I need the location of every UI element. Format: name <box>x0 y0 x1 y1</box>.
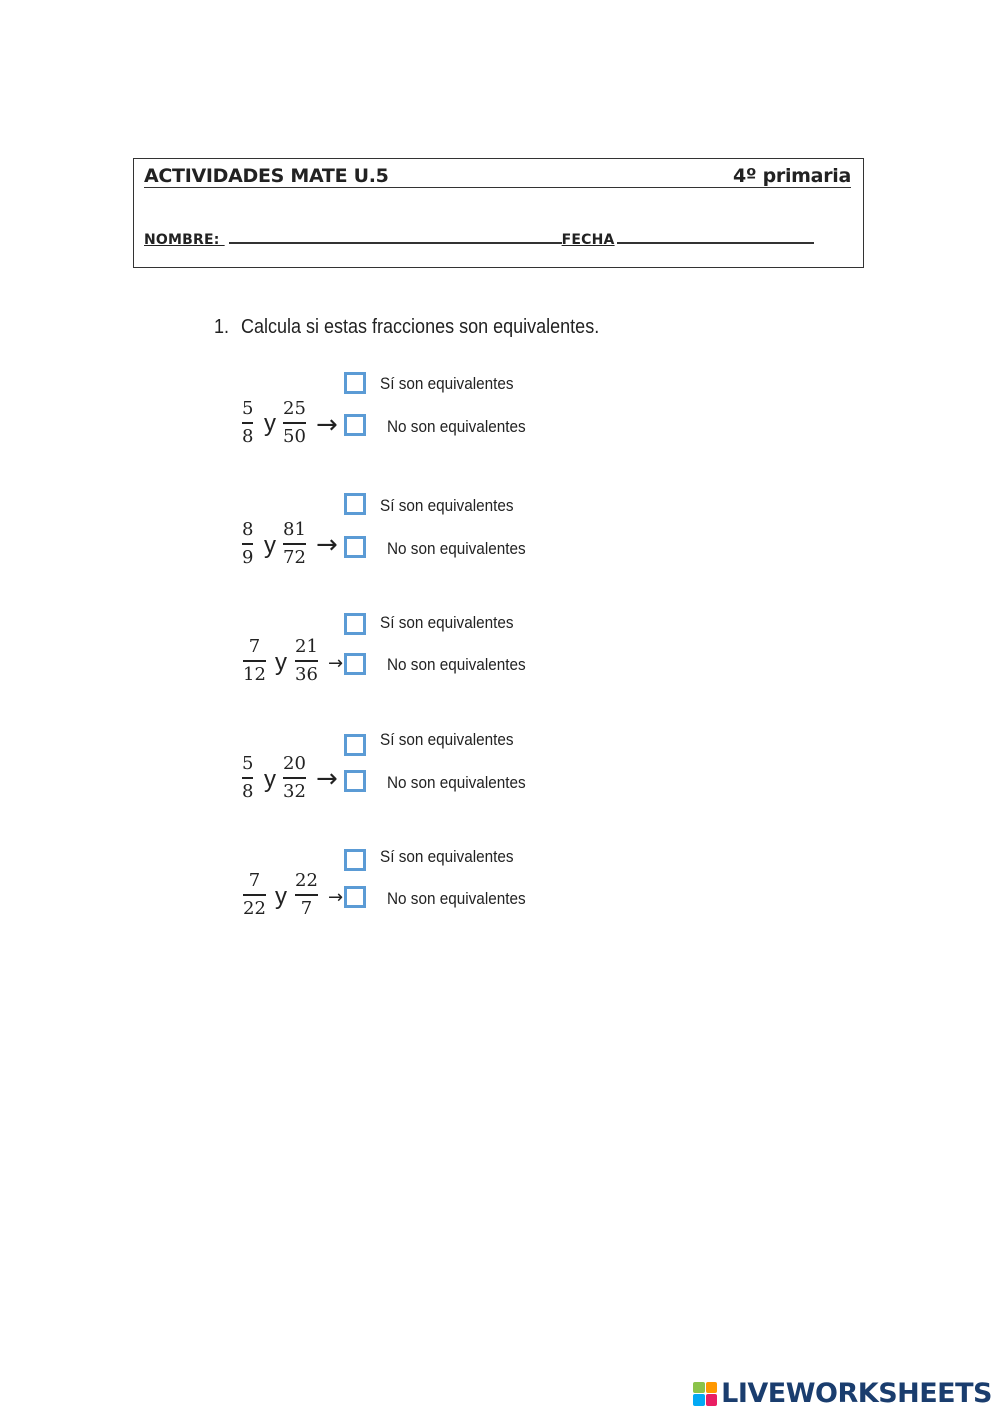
fraction-item-1 <box>240 368 640 458</box>
liveworksheets-logo-icon <box>693 1382 717 1406</box>
numerator: 22 <box>295 870 318 891</box>
brand-name: LIVEWORKSHEETS <box>721 1378 992 1409</box>
arrow-icon: → <box>316 530 338 560</box>
fraction-a <box>243 870 266 920</box>
denominator: 9 <box>242 547 254 568</box>
no-checkbox[interactable] <box>344 414 366 436</box>
denominator: 8 <box>242 781 254 802</box>
yes-checkbox[interactable] <box>344 372 366 394</box>
fraction-b <box>283 753 306 803</box>
numerator: 81 <box>283 519 306 540</box>
fraction-b <box>283 519 306 569</box>
yes-option-label: Sí son equivalentes <box>380 730 514 749</box>
denominator: 50 <box>283 426 306 447</box>
numerator: 7 <box>248 636 261 657</box>
denominator: 7 <box>300 898 313 919</box>
denominator: 72 <box>283 547 306 568</box>
question-text: Calcula si estas fracciones son equivalentes. <box>241 316 600 338</box>
question-number: 1. <box>214 316 230 338</box>
fraction-a <box>243 636 266 686</box>
logo-tile <box>706 1382 718 1394</box>
yes-checkbox[interactable] <box>344 493 366 515</box>
fraction-b <box>283 398 306 448</box>
fraction-bar <box>242 543 253 545</box>
fraction-a <box>242 519 253 569</box>
yes-checkbox[interactable] <box>344 734 366 756</box>
date-label: FECHA <box>561 232 615 248</box>
yes-option-label: Sí son equivalentes <box>380 613 514 632</box>
numerator: 5 <box>242 398 254 419</box>
fraction-item-5 <box>240 841 640 931</box>
no-option-label: No son equivalentes <box>387 889 526 908</box>
no-option-label: No son equivalentes <box>387 655 526 674</box>
numerator: 8 <box>242 519 254 540</box>
worksheet-header <box>133 158 864 268</box>
conjunction: y <box>264 410 276 437</box>
fraction-bar <box>242 422 253 424</box>
conjunction: y <box>264 766 276 793</box>
conjunction: y <box>275 883 287 910</box>
question-1 <box>214 316 599 339</box>
fraction-bar <box>283 777 306 779</box>
numerator: 21 <box>295 636 318 657</box>
arrow-icon: → <box>328 887 344 908</box>
numerator: 25 <box>283 398 306 419</box>
arrow-icon: → <box>316 410 338 440</box>
fraction-a <box>242 753 253 803</box>
yes-option-label: Sí son equivalentes <box>380 496 514 515</box>
fraction-b <box>295 636 318 686</box>
no-option-label: No son equivalentes <box>387 773 526 792</box>
yes-option-label: Sí son equivalentes <box>380 374 514 393</box>
denominator: 32 <box>283 781 306 802</box>
logo-tile <box>693 1394 705 1406</box>
date-field[interactable] <box>617 241 814 244</box>
fraction-bar <box>242 777 253 779</box>
worksheet-title: ACTIVIDADES MATE U.5 <box>144 165 389 187</box>
header-divider <box>144 187 851 188</box>
fraction-item-2 <box>240 490 640 580</box>
no-option-label: No son equivalentes <box>387 539 526 558</box>
yes-checkbox[interactable] <box>344 613 366 635</box>
yes-checkbox[interactable] <box>344 849 366 871</box>
liveworksheets-brand[interactable] <box>693 1378 992 1409</box>
grade-label: 4º primaria <box>732 165 851 187</box>
fraction-bar <box>243 894 266 896</box>
fraction-bar <box>283 543 306 545</box>
logo-tile <box>706 1394 718 1406</box>
denominator: 22 <box>243 898 266 919</box>
fraction-bar <box>295 894 318 896</box>
conjunction: y <box>264 532 276 559</box>
denominator: 8 <box>242 426 254 447</box>
denominator: 12 <box>243 664 266 685</box>
fraction-bar <box>283 422 306 424</box>
logo-tile <box>693 1382 705 1394</box>
arrow-icon: → <box>328 653 344 674</box>
fraction-item-3 <box>240 607 640 697</box>
fraction-bar <box>295 660 318 662</box>
no-option-label: No son equivalentes <box>387 417 526 436</box>
no-checkbox[interactable] <box>344 536 366 558</box>
numerator: 20 <box>283 753 306 774</box>
name-field[interactable] <box>229 241 562 244</box>
yes-option-label: Sí son equivalentes <box>380 847 514 866</box>
no-checkbox[interactable] <box>344 653 366 675</box>
fraction-bar <box>243 660 266 662</box>
conjunction: y <box>275 649 287 676</box>
name-label: NOMBRE: <box>144 232 225 248</box>
fraction-item-4 <box>240 724 640 814</box>
fraction-b <box>295 870 318 920</box>
no-checkbox[interactable] <box>344 886 366 908</box>
denominator: 36 <box>295 664 318 685</box>
numerator: 5 <box>242 753 254 774</box>
no-checkbox[interactable] <box>344 770 366 792</box>
name-date-row <box>144 232 814 248</box>
numerator: 7 <box>248 870 261 891</box>
arrow-icon: → <box>316 764 338 794</box>
fraction-a <box>242 398 253 448</box>
